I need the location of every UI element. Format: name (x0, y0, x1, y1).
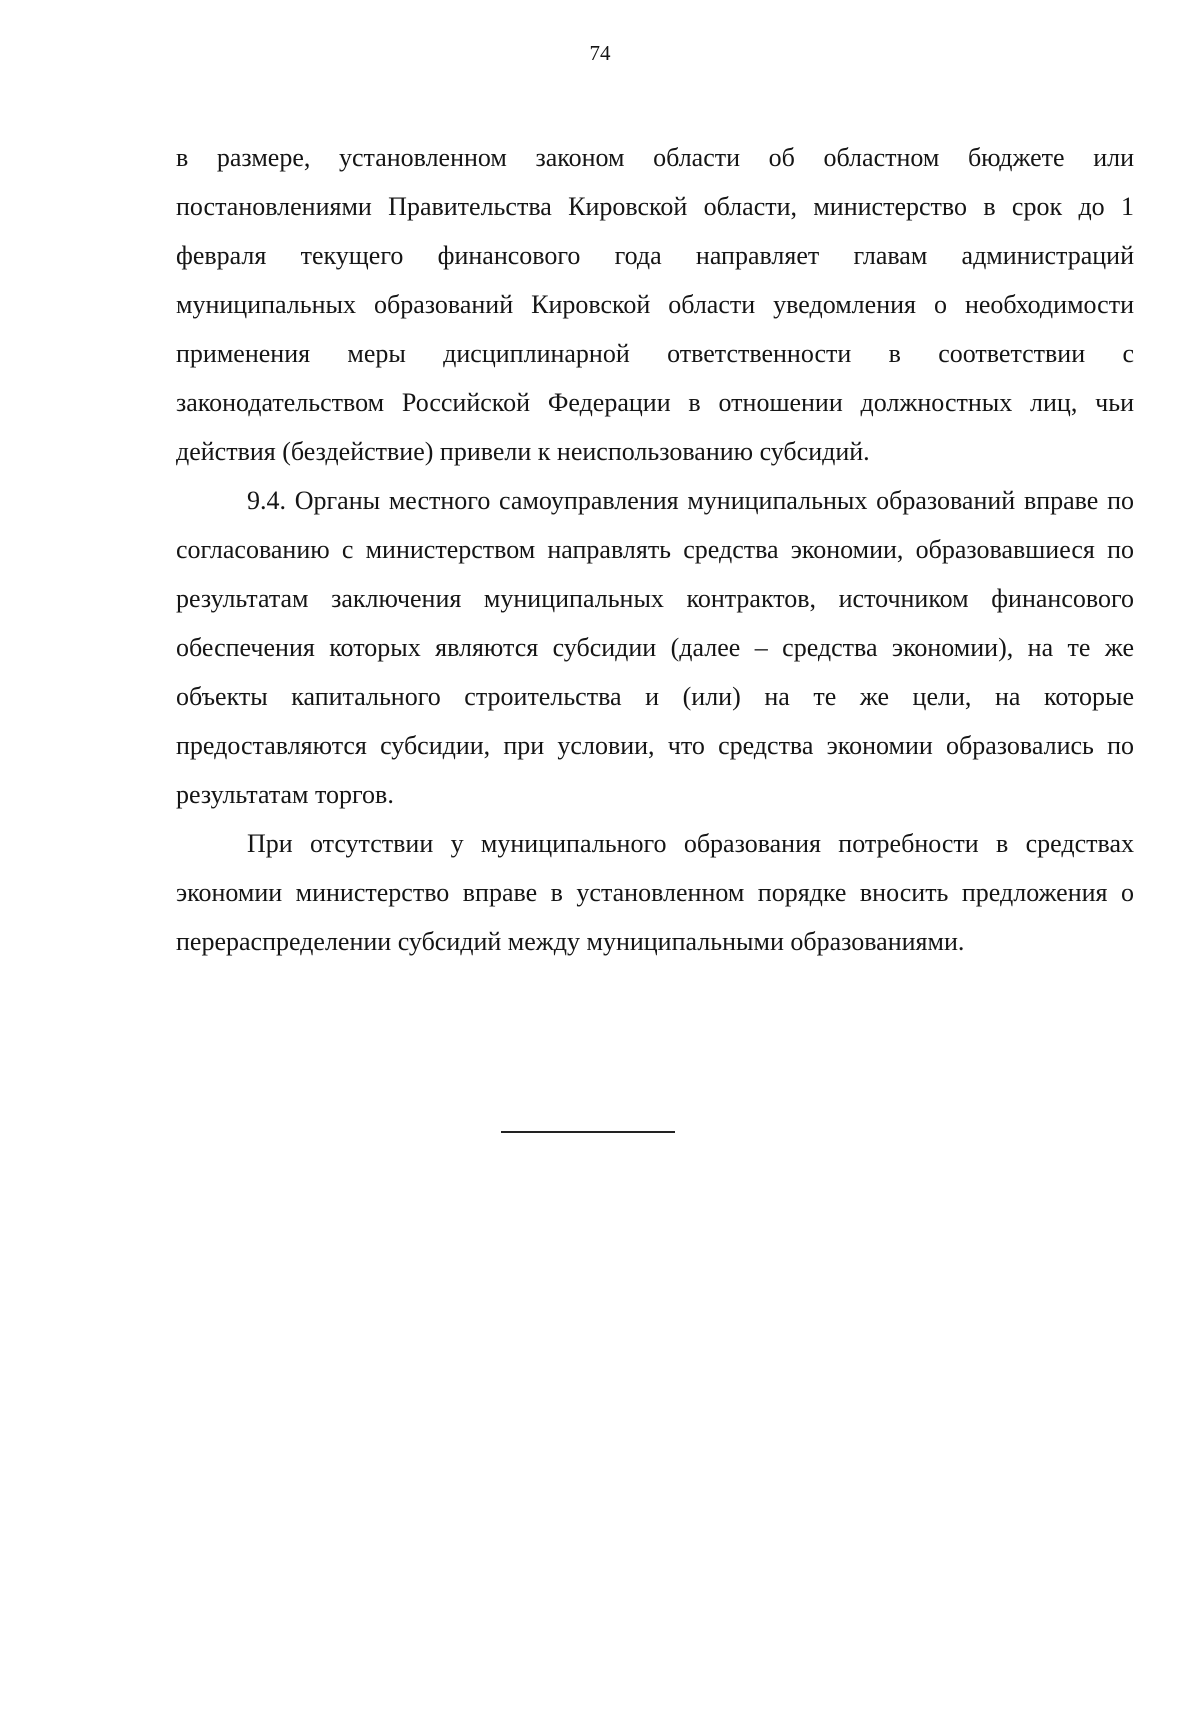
page-number: 74 (589, 41, 611, 65)
paragraph-continuation: в размере, установленном законом области об областном бюджете или постановлениями Правительства Кировской области, министерство в срок до 1 февраля текущего финансового года направляет главам администраций муниципальных образований Кировской области уведомления о необходимости применения меры дисциплинарной ответственности в соответствии с законодательством Российской Федерации в отношении должностных лиц, чьи действия (бездействие) привели к неиспользованию субсидий. (176, 143, 1134, 466)
end-separator-line (501, 1131, 675, 1133)
paragraph-savings-redistribution: При отсутствии у муниципального образования потребности в средствах экономии министерство вправе в установленном порядке вносить предложения о перераспределении субсидий между муниципальными образованиями. (176, 829, 1134, 956)
document-body (176, 133, 1134, 966)
paragraph-9-4: 9.4. Органы местного самоуправления муниципальных образований вправе по согласованию с министерством направлять средства экономии, образовавшиеся по результатам заключения муниципальных контрактов, источником финансового обеспечения которых являются субсидии (далее – средства экономии), на те же объекты капитального строительства и (или) на те же цели, на которые предоставляются субсидии, при условии, что средства экономии образовались по результатам торгов. (176, 486, 1134, 809)
